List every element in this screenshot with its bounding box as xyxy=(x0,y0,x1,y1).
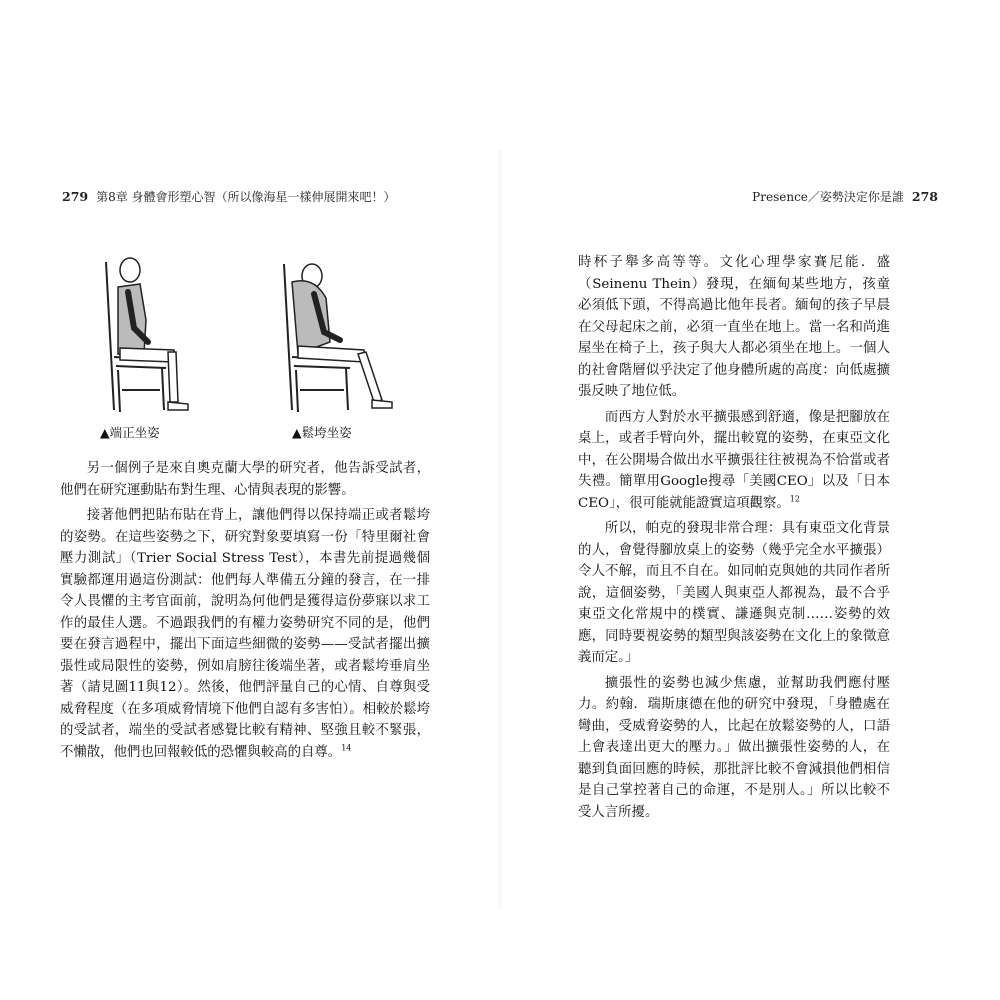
right-running-head xyxy=(752,188,938,205)
paragraph xyxy=(578,407,890,515)
paragraph-text: 接著他們把貼布貼在背上，讓他們得以保持端正或者鬆垮的姿勢。在這些姿勢之下，研究對象要填寫一份「特里爾社會壓力測試」（Trier Social Stress Test），本書先前提過幾個實驗都運用過這份測試：他們每人準備五分鐘的發言，在一排令人畏懼的主考官面前，說明為何他們是獲得這份夢寐以求工作的最佳人選。不過跟我們的有權力姿勢研究不同的是，他們要在發言過程中，擺出下面這些細微的姿勢——受試者擺出擴張性或局限性的姿勢，例如肩膀往後端坐著，或者鬆垮垂肩坐著（請見圖11與12）。然後，他們評量自己的心情、自尊與受威脅程度（在多項威脅情境下他們自認有多害怕）。相較於鬆垮的受試者，端坐的受試者感覺比較有精神、堅強且較不緊張，不懶散，他們也回報較低的恐懼與較高的自尊。 xyxy=(60,508,430,760)
footnote-marker: 12 xyxy=(789,494,800,504)
left-body-text xyxy=(60,458,430,767)
paragraph xyxy=(60,505,430,763)
right-body-text xyxy=(578,252,890,827)
paragraph: 擴張性的姿勢也減少焦慮，並幫助我們應付壓力。約翰．瑞斯康德在他的研究中發現，「身體處在彎曲，受威脅姿勢的人，比起在放鬆姿勢的人，口語上會表達出更大的壓力。」做出擴張性姿勢的人，在聽到負面回應的時候，那批評比較不會減損他們相信是自己掌控著自己的命運，不是別人。」所以比較不受人言所擾。 xyxy=(578,675,890,820)
paragraph-text: 而西方人對於水平擴張感到舒適，像是把腳放在桌上，或者手臂向外，擺出較寬的姿勢，在東亞文化中，在公開場合做出水平擴張往往被視為不恰當或者失禮。簡單用Google搜尋「美國CEO」以及「日本CEO」，很可能就能證實這項觀察。 xyxy=(578,409,890,511)
left-running-head xyxy=(62,188,396,205)
upright-caption: ▲端正坐姿 xyxy=(100,425,160,440)
chapter-title: 第8章 身體會形塑心智（所以像海星一樣伸展開來吧！） xyxy=(96,190,396,204)
slumped-caption: ▲鬆垮坐姿 xyxy=(292,425,352,440)
paragraph: 時杯子舉多高等等。文化心理學家賽尼能．盛（Seinenu Thein）發現，在緬甸某些地方，孩童必須低下頭，不得高過比他年長者。緬甸的孩子早晨在父母起床之前，必須一直坐在地上。當一名和尚進屋坐在椅子上，孩子與大人都必須坐在地上。一個人的社會階層似乎決定了他身體所處的高度：向低處擴張反映了地位低。 xyxy=(578,255,890,399)
right-page-number: 278 xyxy=(911,189,938,204)
paragraph: 另一個例子是來自奧克蘭大學的研究者，他告訴受試者，他們在研究運動貼布對生理、心情與表現的影響。 xyxy=(60,461,430,498)
paragraph: 所以，帕克的發現非常合理：具有東亞文化背景的人，會覺得腳放桌上的姿勢（幾乎完全水平擴張）令人不解，而且不自在。如同帕克與她的共同作者所說，這個姿勢，「美國人與東亞人都視為，最不合乎東亞文化常規中的樸實、謙遜與克制……姿勢的效應，同時要視姿勢的類型與該姿勢在文化上的象徵意義而定。」 xyxy=(578,521,890,665)
right-page xyxy=(500,0,1000,1000)
slumped-sitting-figure xyxy=(270,242,400,442)
left-page-number: 279 xyxy=(62,189,89,204)
footnote-marker: 14 xyxy=(341,743,352,753)
upright-sitting-figure xyxy=(88,242,198,442)
book-title: Presence／姿勢決定你是誰 xyxy=(752,190,904,204)
